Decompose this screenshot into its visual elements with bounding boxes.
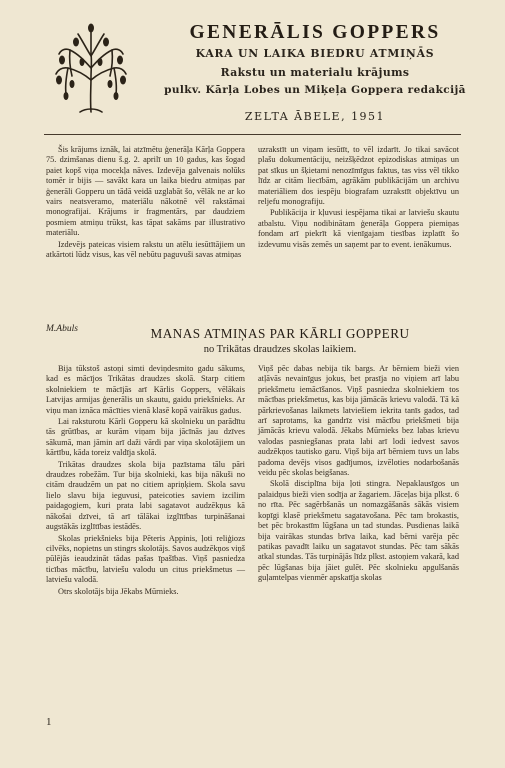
article-column-right bbox=[258, 364, 459, 584]
intro-paragraph: Izdevējs pateicas visiem rakstu un atēlu iesūtītājiem un atkārtoti lūdz visus, kas vēl nebūtu paguvuši savas atmiņas bbox=[46, 239, 245, 260]
article-paragraph: Lai raksturotu Kārli Gopperu kā skolnieku un parādītu tās grūtības, ar kurām viņam bija jācīnās jau dzīves sākumā, man jāmin arī daži vārdi par viņa skolotājiem un kārtību, kāda toreiz valdīja skolā. bbox=[46, 417, 245, 458]
article-paragraph: Skolas priekšnieks bija Pēteris Appinis, ļoti reliģiozs cilvēks, nopietns un stingrs skolotājs. Savos audzēkņos viņš pūlējās ieaudzināt tādas pašas īpašības. Viņš pasniedza ticības mācību, latviešu valodu un citus priekšmetus — latviešu valodā. bbox=[46, 533, 245, 585]
intro-paragraph: Publikācija ir kļuvusi iespējama tikai ar latviešu skautu atbalstu. Viņu nodibinātam ģenerāļa Goppera piemiņas fondam arī piekrīt kā vienīgajam tiesības izplatīt šo izdevumu visās zemēs un saņemt par to event. ienākumus. bbox=[258, 208, 459, 249]
article-subtitle: no Trikātas draudzes skolas laikiem. bbox=[203, 344, 357, 355]
article-paragraph: Skolā disciplīna bija ļoti stingra. Nepaklausīgos un palaidņus bieži vien sodīja ar žagariem. Jāceļas bija plkst. 6 no rīta. Pēc sagērbšanās un nomazgāšanās sākās visiem kopīgi klasē priekšmetu sagatavošana. Pēc tam brokastis, bet pēc brokastīm lūgšana un tad stundas. Pusdienas laikā bija vairākas stundas brīva laika, kad bērni varēja pēc patikas pavadīt laiku un sagatavot stundas. Pēc tam sākās atkal stundas. Tās turpinājās līdz plkst. astoņiem vakarā, kad pēc lūgšanas bija jāiet gulēt. Pēc skolnieku apgulšanās guļamtelpas vienmēr apskatīja skolas bbox=[258, 479, 459, 583]
article-paragraph: Otrs skolotājs bija Jēkabs Mūrnieks. bbox=[58, 586, 179, 596]
publisher-line: ZELTA ĀBELE, 1951 bbox=[244, 110, 386, 123]
book-title: GENERĀLIS GOPPERS bbox=[189, 22, 441, 43]
intro-column-left bbox=[46, 145, 245, 260]
intro-paragraph: uzrakstīt un viņam iesūtīt, to vēl izdarīt. Jo tikai savācot plašu dokumentāciju, neizšķēdzot epizodiskas atmiņas un pat sīkus un šķietami nenozīmīgus faktus, tas viss vēl tikko līdz ar citām liecībām, agrākām publikācijām un archivu materiāliem dos iespēju biografam uzrakstīt objektīvu un reljefu monografiju. bbox=[258, 145, 459, 207]
header-divider bbox=[44, 134, 461, 135]
book-editors: pulkv. Kārļa Lobes un Miķeļa Goppera redakcijā bbox=[164, 84, 466, 96]
article-paragraph: Bija tūkstoš astoņi simti deviņdesmito gadu sākums, kad es mācījos Trikātas draudzes skolā. Starp citiem skolniekiem te mācījās arī Kārlis Goppers, vēlākais Latvijas armijas ģenerālis un skautu, gaidu priekšnieks. Ar viņu man iznāca mācīties vienā klasē kopā vairākus gadus. bbox=[46, 364, 245, 415]
page-number: 1 bbox=[46, 716, 52, 728]
article-column-left bbox=[46, 364, 245, 597]
book-subtitle: KARA UN LAIKA BIEDRU ATMIŅĀS bbox=[195, 47, 435, 60]
article-paragraph: Trikātas draudzes skola bija pazīstama tālu pāri draudzes robežām. Tur bija skolnieki, kas bija nākuši no citām draudzēm un pat no citiem apriņķiem. Skola savu lielo slavu bija ieguvusi, pateicoties saviem izcilim paidagogiem, kuri prata labi sagatavot audzēkņus kā nākošai dzīvei, tā arī tālākai izglītības turpināšanai augstākās izglītības iestādēs. bbox=[46, 459, 245, 532]
article-title: MANAS ATMIŅAS PAR KĀRLI GOPPERU bbox=[150, 326, 410, 341]
article-author: M.Abuls bbox=[46, 324, 78, 334]
intro-paragraph: Šis krājums iznāk, lai atzīmētu ģenerāļa Kārļa Goppera 75. dzimšanas dienu š.g. 2. aprilī un 10 gadus, kas šogad paiet kopš viņa mocekļa nāves. Izdevēja galvenais nolūks tomēr ir bijis — savākt kara un laika biedru atmiņas par ģenerāli Gopperu un tādā veidā uzglabāt šo, vēlāk ne ar ko vairs neatsveramo, materiālu nākotnē vēl rakstāmai monografijai. Krājums ir fragmentārs, par daudziem posmiem atmiņu trūkst, kas tāpat sakāms par illustrativo materiālu. bbox=[46, 145, 245, 238]
book-description: Rakstu un materialu krājums bbox=[220, 66, 410, 79]
apple-tree-logo bbox=[50, 20, 132, 116]
intro-column-right bbox=[258, 145, 459, 250]
article-paragraph: Viņš pēc dabas nebija tik bargs. Ar bērniem bieži vien atļāvās nevainīgus jokus, bet prasīja no viņiem arī labu priekšmetu iemācīšanos. Viņš pasniedza skolniekiem tos mācības priekšmetus, kas bija jāmācās krievu valodā. Tā kā pārkrievošanas laikmets latviešiem iekrita tanīs gados, tad arī saprotams, ka gandrīz visi mācību priekšmeti bija jāmācās krievu valodā. Jēkabs Mūrnieks bez labas krievu valodas pasniegšanas prata labi arī lodi iedvest savos audzēkņos tautisko garu. Viņš bija arī bērniem tuvs un labs padoma devējs visos gadījumos, izvēloties nodarbošanās veidu pēc skolas beigšanas. bbox=[258, 364, 459, 478]
